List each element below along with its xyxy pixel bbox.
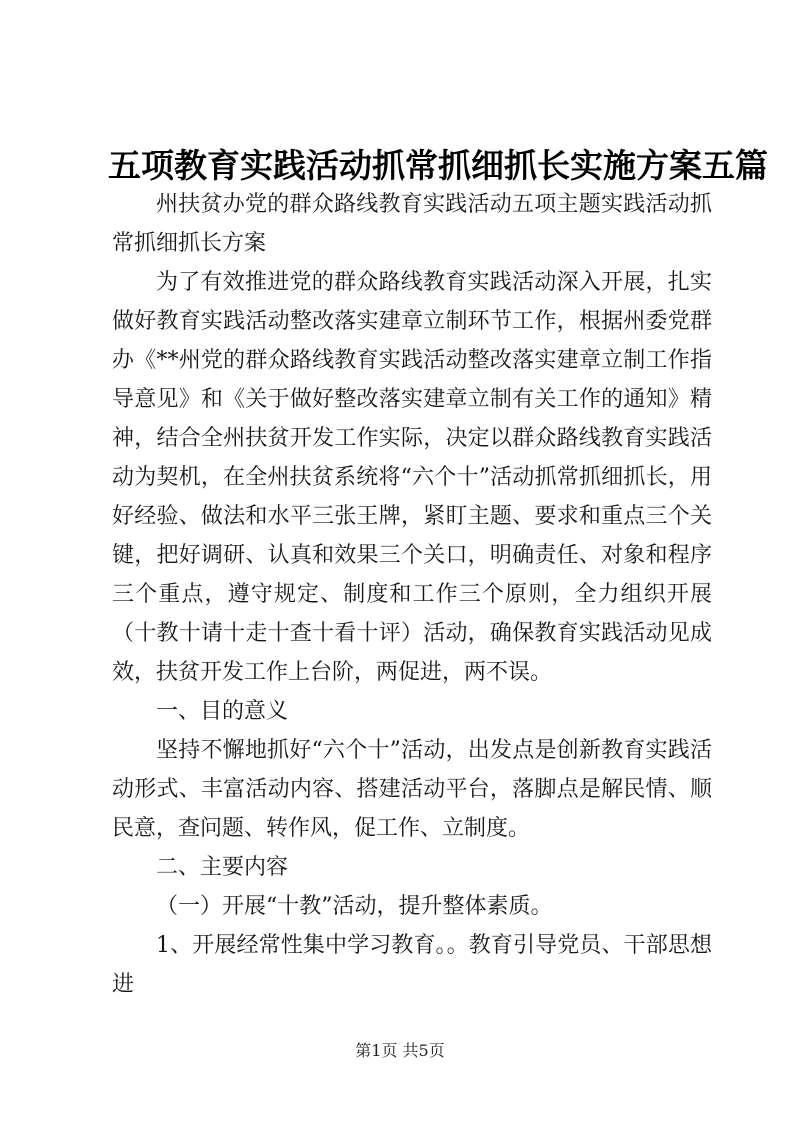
document-title: 五项教育实践活动抓常抓细抓长实施方案五篇 bbox=[108, 146, 768, 185]
paragraph-subtitle: 州扶贫办党的群众路线教育实践活动五项主题实践活动抓常抓细抓长方案 bbox=[112, 192, 712, 256]
subsection-heading-ten-teach: （一）开展“十教”活动，提升整体素质。 bbox=[156, 894, 553, 919]
section-heading-purpose: 一、目的意义 bbox=[156, 699, 289, 724]
paragraph-purpose: 坚持不懈地抓好“六个十”活动，出发点是创新教育实践活动形式、丰富活动内容、搭建活动平台，落脚点是解民情、顺民意，查问题、转作风，促工作、立制度。 bbox=[112, 738, 712, 841]
page-footer: 第1页 共5页 bbox=[355, 1041, 445, 1060]
document-body bbox=[112, 185, 712, 1004]
paragraph-item-1: 1、开展经常性集中学习教育。。教育引导党员、干部思想进 bbox=[112, 933, 712, 997]
paragraph-intro: 为了有效推进党的群众路线教育实践活动深入开展，扎实做好教育实践活动整改落实建章立制环节工作，根据州委党群办《**州党的群众路线教育实践活动整改落实建章立制工作指导意见》和《关于做好整改落实建章立制有关工作的通知》精神，结合全州扶贫开发工作实际，决定以群众路线教育实践活动为契机，在全州扶贫系统将“六个十”活动抓常抓细抓长，用好经验、做法和水平三张王牌，紧盯主题、要求和重点三个关键，把好调研、认真和效果三个关口，明确责任、对象和程序三个重点，遵守规定、制度和工作三个原则，全力组织开展（十教十请十走十查十看十评）活动，确保教育实践活动见成效，扶贫开发工作上台阶，两促进，两不误。 bbox=[112, 270, 712, 685]
section-heading-content: 二、主要内容 bbox=[156, 855, 289, 880]
